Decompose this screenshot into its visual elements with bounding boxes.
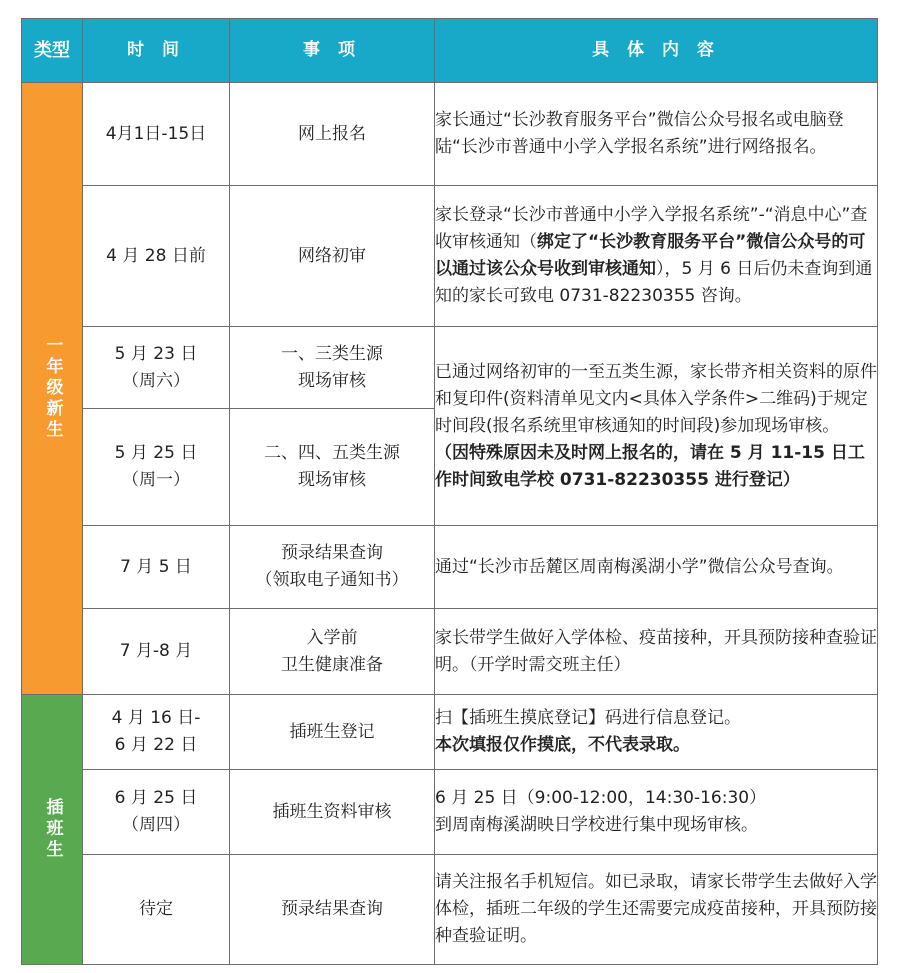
content-text: 家长通过“长沙教育服务平台”微信公众号报名或电脑登陆“长沙市普通中小学入学报名系统”进行网络报名。 xyxy=(435,110,844,157)
item-line: 网络初审 xyxy=(298,245,366,266)
table-row xyxy=(22,695,878,770)
item-line: 预录结果查询 xyxy=(281,899,383,919)
row-content xyxy=(435,526,878,609)
content-line: 扫【插班生摸底登记】码进行信息登记。 xyxy=(435,708,741,728)
header-content: 具 体 内 容 xyxy=(435,19,878,83)
item-line: 二、四、五类生源 xyxy=(264,443,400,463)
header-time: 时 间 xyxy=(83,19,230,83)
row-content xyxy=(435,695,878,770)
row-item xyxy=(230,83,435,186)
onsite-review-content xyxy=(435,327,878,526)
item-line: 卫生健康准备 xyxy=(281,654,383,675)
item-line: 一、三类生源 xyxy=(281,343,383,364)
time-line: （周一） xyxy=(122,470,190,490)
content-text: ），5 月 6 日后仍未查询到通知的家长可致电 0731-82230355 咨询。 xyxy=(435,259,873,306)
time-line: 5 月 25 日 xyxy=(114,443,198,463)
content-line: 6 月 25 日（9:00-12:00，14:30-16:30） xyxy=(435,788,767,808)
content-text-bold: （因特殊原因未及时网上报名的，请在 5 月 11-15 日工作时间致电学校 0731-82230355 进行登记） xyxy=(435,442,865,490)
row-time xyxy=(83,83,230,186)
content-text-bold: 绑定了“长沙教育服务平台”微信公众号的可以通过该公众号收到审核通知 xyxy=(435,232,866,279)
row-item xyxy=(230,770,435,855)
header-item: 事 项 xyxy=(230,19,435,83)
table-row xyxy=(22,609,878,695)
item-line: （领取电子通知书） xyxy=(255,570,409,590)
table-row xyxy=(22,327,878,409)
table-row xyxy=(22,186,878,327)
row-content xyxy=(435,186,878,327)
table-header-row xyxy=(22,19,878,83)
row-item xyxy=(230,695,435,770)
category-first-grade: 一年级新生 xyxy=(22,83,83,695)
table-row xyxy=(22,526,878,609)
row-item xyxy=(230,526,435,609)
enrollment-schedule-table xyxy=(21,18,878,965)
time-line: 7 月-8 月 xyxy=(119,641,193,661)
time-line: 6 月 25 日 xyxy=(114,788,198,808)
item-line: 插班生登记 xyxy=(289,721,375,742)
content-text: 请关注报名手机短信。如已录取，请家长带学生去做好入学体检，插班二年级的学生还需要完成疫苗接种，开具预防接种查验证明。 xyxy=(435,872,877,946)
time-line: 6 月 22 日 xyxy=(114,735,198,755)
row-item xyxy=(230,609,435,695)
row-time xyxy=(83,186,230,327)
item-line: 网上报名 xyxy=(298,123,366,144)
time-line: 4 月 16 日- xyxy=(111,708,201,728)
content-text: 家长登录“长沙市普通中小学入学报名系统”-“消息中心”查收审核通知（ xyxy=(435,205,868,252)
time-line: 7 月 5 日 xyxy=(120,556,192,577)
header-type: 类型 xyxy=(22,19,83,83)
item-line: 预录结果查询 xyxy=(281,543,383,563)
item-line: 插班生资料审核 xyxy=(272,801,392,822)
content-line-bold: 本次填报仅作摸底，不代表录取。 xyxy=(435,735,690,755)
row-time xyxy=(83,327,230,409)
item-line: 现场审核 xyxy=(298,470,366,490)
item-line: 入学前 xyxy=(306,627,358,648)
row-content xyxy=(435,855,878,965)
time-line: 待定 xyxy=(139,899,173,919)
time-line: 5 月 23 日 xyxy=(114,343,198,364)
content-text: 已通过网络初审的一至五类生源，家长带齐相关资料的原件和复印件(资料清单见文内<具体入学条件>二维码)于规定时间段(报名系统里审核通知的时间段)参加现场审核。 xyxy=(435,361,877,436)
row-time xyxy=(83,526,230,609)
row-content xyxy=(435,770,878,855)
table-row xyxy=(22,770,878,855)
row-item xyxy=(230,409,435,526)
row-item xyxy=(230,855,435,965)
time-line: 4 月 28 日前 xyxy=(106,245,206,266)
row-time xyxy=(83,855,230,965)
time-line: （周四） xyxy=(122,815,190,835)
row-time xyxy=(83,609,230,695)
content-line: 到周南梅溪湖映日学校进行集中现场审核。 xyxy=(435,815,758,835)
item-line: 现场审核 xyxy=(298,370,366,391)
row-time xyxy=(83,695,230,770)
row-time xyxy=(83,770,230,855)
row-item xyxy=(230,327,435,409)
row-content xyxy=(435,609,878,695)
category-transfer: 插班生 xyxy=(22,695,83,965)
time-line: （周六） xyxy=(122,370,190,391)
table-row xyxy=(22,855,878,965)
table-row xyxy=(22,83,878,186)
content-text: 家长带学生做好入学体检、疫苗接种，开具预防接种查验证明。（开学时需交班主任） xyxy=(435,627,877,675)
content-text: 通过“长沙市岳麓区周南梅溪湖小学”微信公众号查询。 xyxy=(435,556,844,577)
time-line: 4月1日-15日 xyxy=(105,123,207,144)
row-time xyxy=(83,409,230,526)
row-item xyxy=(230,186,435,327)
row-content xyxy=(435,83,878,186)
